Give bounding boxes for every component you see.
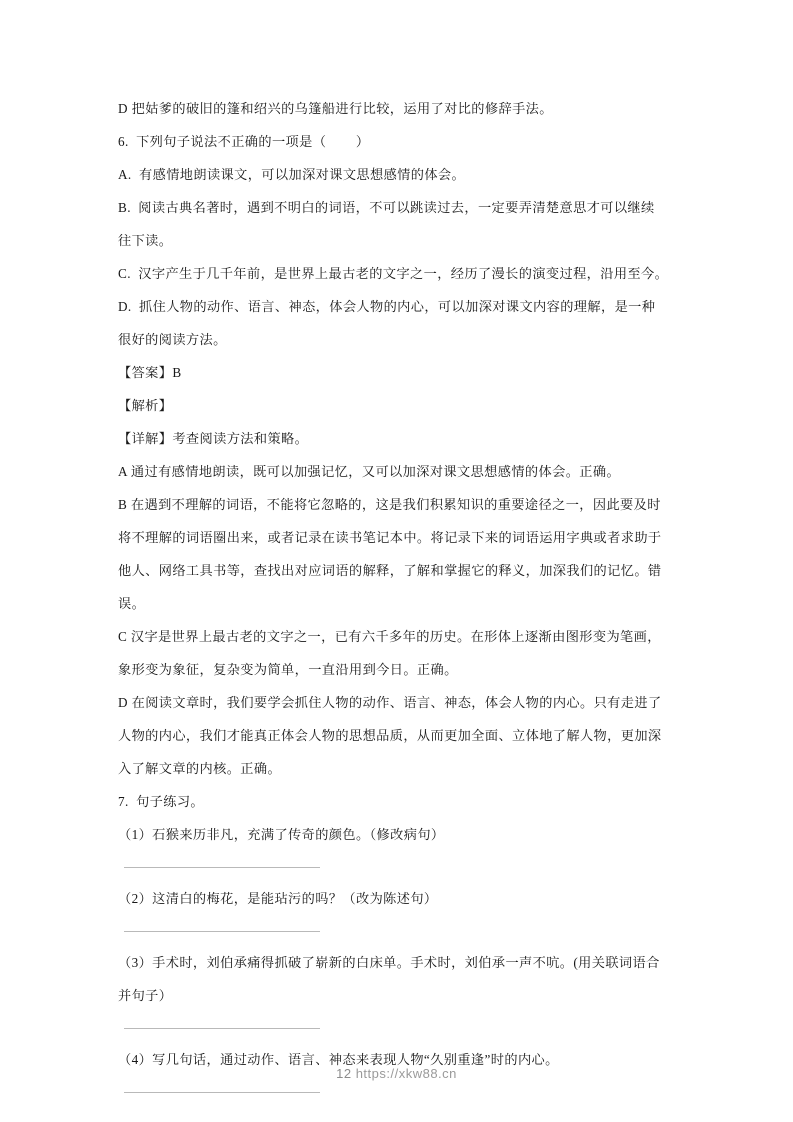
text-line-q6-exp-d-2: 人物的内心，我们才能真正体会人物的思想品质，从而更加全面、立体地了解人物，更加深 (118, 728, 662, 743)
text-line-q6-b-1: B. 阅读古典名著时，遇到不明白的词语，不可以跳读过去，一定要弄清楚意思才可以继续 (118, 200, 655, 215)
text-line-q7-4: （4）写几句话，通过动作、语言、神态来表现人物“久别重逢”时的内心。 (118, 1052, 559, 1067)
text-line-q6-b-2: 往下读。 (118, 233, 173, 248)
text-line-opt-d-prev: D 把姑爹的破旧的篷和绍兴的乌篷船进行比较，运用了对比的修辞手法。 (118, 101, 553, 116)
page-footer (0, 1066, 793, 1081)
text-line-q7-2: （2）这清白的梅花，是能玷污的吗？（改为陈述句） (118, 891, 438, 906)
text-line-q6-exp-d-1: D 在阅读文章时，我们要学会抓住人物的动作、语言、神态，体会人物的内心。只有走进了 (118, 695, 662, 710)
text-line-q7-stem: 7. 句子练习。 (118, 794, 205, 809)
text-line-q6-exp-b-1: B 在遇到不理解的词语，不能将它忽略的，这是我们积累知识的重要途径之一，因此要及时 (118, 497, 661, 512)
text-line-q6-exp-c-1: C 汉字是世界上最古老的文字之一，已有六千多年的历史。在形体上逐渐由图形变为笔画， (118, 629, 661, 644)
text-line-q6-exp-a: A 通过有感情地朗读，既可以加强记忆，又可以加深对课文思想感情的体会。正确。 (118, 464, 621, 479)
text-line-q7-1: （1）石猴来历非凡，充满了传奇的颜色。（修改病句） (118, 827, 445, 842)
answer-blank-rule (118, 851, 678, 882)
text-line-q6-exp-c-2: 象形变为象征，复杂变为简单，一直沿用到今日。正确。 (118, 662, 458, 677)
document-body (118, 92, 678, 1107)
answer-blank-rule (118, 915, 678, 946)
text-line-q6-exp-b-2: 将不理解的词语圈出来，或者记录在读书笔记本中。将记录下来的词语运用字典或者求助于 (118, 530, 662, 545)
text-line-q7-3-2: 并句子） (118, 988, 173, 1003)
text-line-q6-detail: 【详解】考查阅读方法和策略。 (118, 431, 309, 446)
text-line-q6-d-1: D. 抓住人物的动作、语言、神态，体会人物的内心，可以加深对课文内容的理解，是一种 (118, 299, 656, 314)
text-line-q6-stem: 6. 下列句子说法不正确的一项是（ ） (118, 134, 370, 149)
text-line-q6-analysis-label: 【解析】 (118, 398, 173, 413)
text-line-q6-c: C. 汉字产生于几千年前，是世界上最古老的文字之一，经历了漫长的演变过程，沿用至今。 (118, 266, 669, 281)
footer-site: https://xkw88.cn (355, 1066, 457, 1081)
text-line-q6-answer: 【答案】B (118, 365, 182, 380)
page-number: 12 (336, 1066, 352, 1081)
text-line-q6-a: A. 有感情地朗读课文，可以加深对课文思想感情的体会。 (118, 167, 466, 182)
text-line-q6-d-2: 很好的阅读方法。 (118, 332, 227, 347)
answer-blank-rule (118, 1012, 678, 1043)
text-line-q7-3-1: （3）手术时，刘伯承痛得抓破了崭新的白床单。手术时，刘伯承一声不吭。(用关联词语合 (118, 955, 660, 970)
text-line-q6-exp-d-3: 入了解文章的内核。正确。 (118, 761, 282, 776)
text-line-q6-exp-b-3: 他人、网络工具书等，查找出对应词语的解释，了解和掌握它的释义，加深我们的记忆。错误。 (118, 563, 662, 611)
